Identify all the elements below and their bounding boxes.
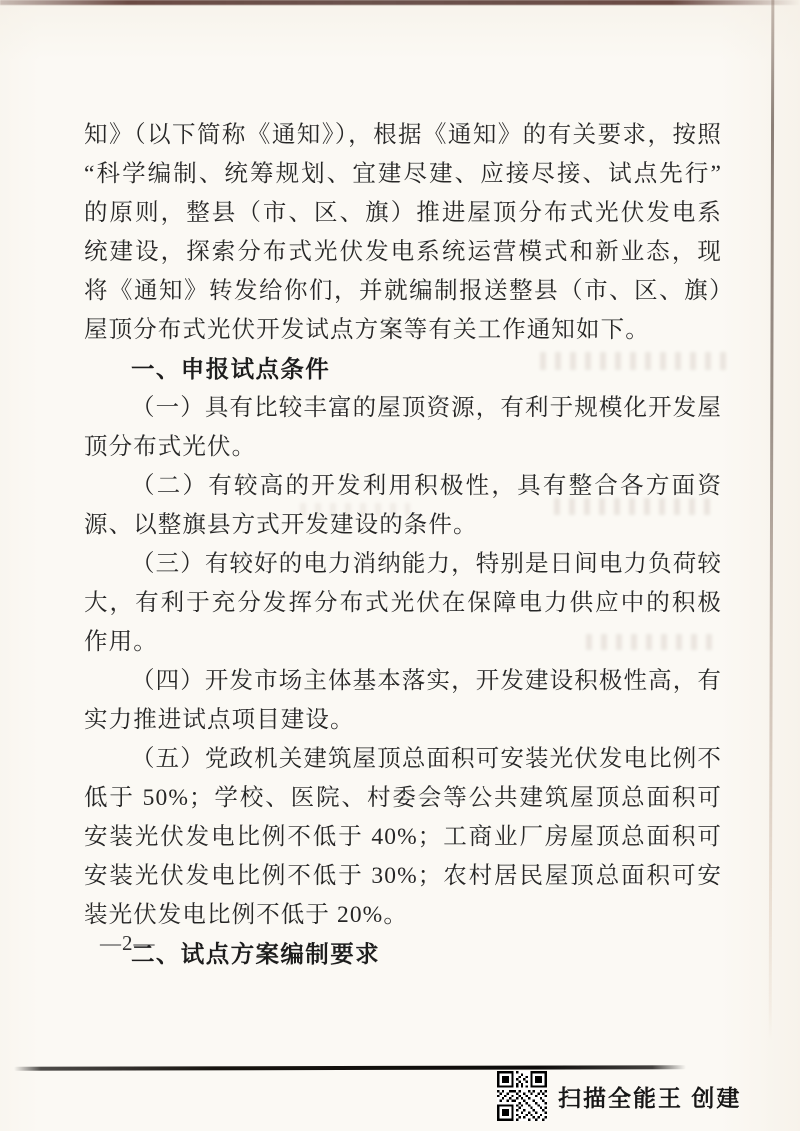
list-item-4: （四）开发市场主体基本落实，开发建设积极性高，有实力推进试点项目建设。	[84, 668, 722, 733]
scan-edge-top	[0, 0, 800, 5]
scanner-watermark-label: 扫描全能王 创建	[558, 1085, 742, 1111]
section-heading-2: 二、试点方案编制要求	[131, 941, 380, 967]
scan-edge-bottom-line	[14, 1065, 686, 1070]
document-body	[84, 116, 722, 974]
list-item-5: （五）党政机关建筑屋顶总面积可安装光伏发电比例不低于 50%；学校、医院、村委会等公共建筑屋顶总面积可安装光伏发电比例不低于 40%；工商业厂房屋顶总面积可安装光伏发电比例不低于 30%；农村居民屋顶总面积可安装光伏发电比例不低于 20%。	[84, 746, 722, 928]
section-heading-1: 一、申报试点条件	[131, 356, 331, 382]
scan-edge-right-line	[769, 0, 775, 1040]
list-item-3: （三）有较好的电力消纳能力，特别是日间电力负荷较大，有利于充分发挥分布式光伏在保障电力供应中的积极作用。	[84, 551, 722, 655]
qr-code-icon	[497, 1071, 547, 1121]
list-item-1: （一）具有比较丰富的屋顶资源，有利于规模化开发屋顶分布式光伏。	[84, 395, 722, 460]
paragraph-continuation: 知》（以下简称《通知》），根据《通知》的有关要求，按照“科学编制、统筹规划、宜建尽建、应接尽接、试点先行”的原则，整县（市、区、旗）推进屋顶分布式光伏发电系统建设，探索分布式光伏发电系统运营模式和新业态，现将《通知》转发给你们，并就编制报送整县（市、区、旗）屋顶分布式光伏开发试点方案等有关工作通知如下。	[84, 122, 722, 343]
list-item-2: （二）有较高的开发利用积极性，具有整合各方面资源、以整旗县方式开发建设的条件。	[84, 473, 722, 538]
page-number: —2—	[100, 931, 156, 955]
